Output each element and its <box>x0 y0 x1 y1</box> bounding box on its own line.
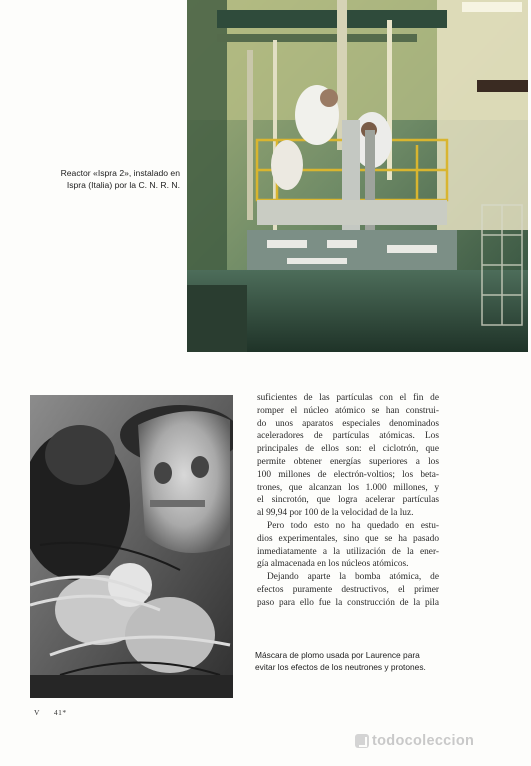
page-number: 41* <box>53 708 67 717</box>
body-line: al 99,94 por 100 de la velocidad de la luz. <box>257 508 414 519</box>
lead-mask-photo-illustration <box>30 395 233 698</box>
body-line: efectos puramente destructivos, el primer <box>257 584 439 595</box>
watermark <box>355 733 474 749</box>
reactor-caption-line: Ispra (Italia) por la C. N. R. N. <box>66 180 180 191</box>
body-line: inmediatamente a la utilización de la ener- <box>257 546 439 557</box>
reactor-photo <box>187 0 528 352</box>
page-folio <box>34 708 67 717</box>
body-line: trones, que alcanzan los 1.000 millones, y <box>257 482 439 493</box>
folio-signature: V <box>34 708 40 717</box>
reactor-caption-line: Reactor «Ispra 2», instalado en <box>60 168 180 178</box>
reactor-caption <box>30 167 180 192</box>
reactor-photo-illustration <box>187 0 528 352</box>
body-line: dios experimentales, sino que se ha pasado <box>257 533 439 544</box>
body-line: 100 millones de electrón-voltios; los beta- <box>257 469 439 480</box>
body-line: aceleradores de partículas atómicas. Los <box>257 431 439 442</box>
body-line: suficientes de las partículas con el fin de <box>257 393 439 403</box>
body-line: do unos aparatos especiales denominados <box>257 418 439 429</box>
body-line: gía almacenada en los núcleos atómicos. <box>257 559 409 570</box>
body-line: principales de ellos son: el ciclotrón, que <box>257 444 439 455</box>
mask-caption-line: evitar los efectos de los neutrones y protones. <box>255 661 426 672</box>
body-line: el sincrotón, que logra acelerar partículas <box>257 495 439 506</box>
watermark-logo-icon <box>355 734 369 748</box>
lead-mask-photo <box>30 395 233 698</box>
article-body <box>257 392 439 610</box>
body-line: Pero todo esto no ha quedado en estu- <box>267 520 439 531</box>
body-line: paso para ello fue la construcción de la pila <box>257 597 439 608</box>
mask-caption <box>255 650 455 674</box>
body-line: Dejando aparte la bomba atómica, de <box>267 572 439 583</box>
mask-caption-line: Máscara de plomo usada por Laurence para <box>255 650 420 660</box>
watermark-text: todocoleccion <box>372 733 475 749</box>
body-line: permite obtener energías superiores a los <box>257 456 439 467</box>
body-line: romper el núcleo atómico se han construi- <box>257 405 439 416</box>
